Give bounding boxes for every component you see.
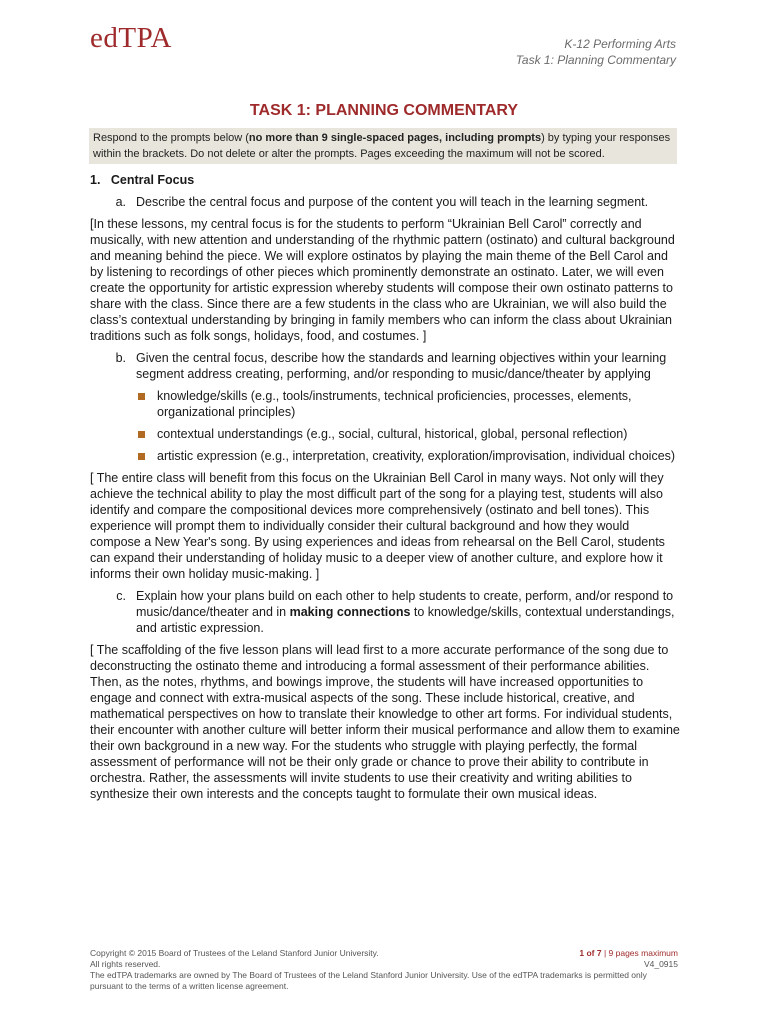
bullet-item: [138, 448, 680, 464]
response-c[interactable]: [ The scaffolding of the five lesson plans will lead first to a more accurate performance of the song due to deconstructing the ostinato theme and introducing a formal assessment of their performance abilities. Then, as the notes, rhythms, and bowings improve, the students will have increased opportunities to engage and connect with extra-musical aspects of the song. These include historical, creative, and mathematical perspectives on how to translate their knowledge to other art forms. For individual students, their encounter with another culture will better inform their musical performance and allow them to examine their own background in a new way. For the students who struggle with playing perfectly, the formal assessment of performance will not be their only grade or chance to prove their ability to contribute in orchestra. Rather, the assessments will invite students to use their creativity and writing abilities to synthesize their own interests and the concepts taught to formulate their own musical ideas.: [90, 643, 680, 801]
bullet-item: [138, 388, 680, 420]
footer-copyright: Copyright © 2015 Board of Trustees of the Leland Stanford Junior University.: [90, 948, 379, 958]
page-maximum: | 9 pages maximum: [601, 948, 678, 958]
instructions-part-c: ) by typing your responses within the brackets. Do not delete or alter the prompts. Pages exceeding the maximum will not be scored.: [93, 132, 671, 160]
page-indicator: [579, 948, 678, 959]
prompt-a-text: Describe the central focus and purpose of the content you will teach in the learning segment.: [136, 195, 649, 209]
square-bullet-icon: [138, 453, 145, 460]
prompt-c-pre: Explain how your plans build on each other to help students to create, perform, and/or respond to music/dance/theater and in: [136, 589, 674, 619]
section-heading: [90, 172, 680, 188]
prompt-b: [90, 350, 680, 382]
page-title: TASK 1: PLANNING COMMENTARY: [249, 102, 519, 119]
bullet-text: contextual understandings (e.g., social, cultural, historical, global, personal reflection): [157, 427, 628, 441]
header-info: [516, 36, 676, 68]
prompt-b-text: Given the central focus, describe how the standards and learning objectives within your learning segment address creating, performing, and/or responding to music/dance/theater by applying: [136, 351, 667, 381]
footer-rights: All rights reserved.: [90, 959, 161, 969]
section-number: 1.: [90, 173, 101, 187]
prompt-a-label: a.: [115, 195, 126, 209]
prompt-b-label: b.: [115, 351, 126, 365]
prompt-c-bold: making connections: [289, 605, 411, 619]
square-bullet-icon: [138, 393, 145, 400]
prompt-c-post: to knowledge/skills, contextual understandings, and artistic expression.: [136, 605, 675, 635]
footer-row-2: [90, 959, 678, 970]
header-doc: Task 1: Planning Commentary: [515, 53, 676, 67]
page-number: 1 of 7: [579, 948, 602, 958]
footer-trademark: The edTPA trademarks are owned by The Board of Trustees of the Leland Stanford Junior University. Use of the edTPA trademarks is permitted only pursuant to the terms of a written license agreement.: [90, 970, 647, 991]
bullet-item: [138, 426, 680, 442]
page-footer: [90, 948, 678, 992]
prompt-c: [90, 588, 680, 636]
footer-row-1: [90, 948, 678, 959]
header-subject: K-12 Performing Arts: [564, 37, 676, 51]
response-b[interactable]: [ The entire class will benefit from this focus on the Ukrainian Bell Carol in many ways. Not only will they achieve the technical ability to play the most difficult part of the song for a playing test, students will also identify and compare the compositional devices more comprehensively (ostinato and bell tones). This experience will prompt them to individually consider their cultural background and how they would compose a New Year's song. By using experiences and ideas from rehearsal on the Bell Carol, students can expand their understanding of holiday music to a deeper view of another culture, and explore how it informs their own holiday music-making. ]: [90, 471, 665, 581]
bullet-text: knowledge/skills (e.g., tools/instruments, technical proficiencies, processes, elements, organizational principles): [157, 389, 632, 419]
instructions-part-a: Respond to the prompts below (: [93, 132, 249, 144]
square-bullet-icon: [138, 431, 145, 438]
commentary-body: [90, 172, 680, 808]
response-a[interactable]: [In these lessons, my central focus is for the students to perform “Ukrainian Bell Carol” correctly and musically, with new attention and understanding of the rhythmic pattern (ostinato) and cultural background and meaning behind the piece. We will explore ostinatos by playing the main theme of the Bell Carol and by listening to recordings of other pieces which prominently demonstrate an ostinato. Later, we will even create the opportunity for artistic expression whereby students will compose their own ostinato patterns to share with the class. Since there are a few students in the class who are Ukrainian, we will also build the class’s contextual understanding by bringing in family members who can inform the class about Ukrainian traditions such as folk songs, holidays, food, and costumes. ]: [90, 217, 675, 343]
prompt-c-label: c.: [116, 589, 126, 603]
footer-version: V4_0915: [643, 959, 678, 969]
prompt-c-text: [136, 588, 680, 636]
prompt-a: [90, 194, 680, 210]
instructions-box: [89, 128, 677, 164]
section-title: Central Focus: [110, 173, 195, 187]
bullet-text: artistic expression (e.g., interpretation, creativity, exploration/improvisation, individual choices): [157, 449, 676, 463]
instructions-bold: no more than 9 single-spaced pages, including prompts: [248, 132, 542, 144]
edtpa-logo: edTPA: [90, 22, 172, 54]
